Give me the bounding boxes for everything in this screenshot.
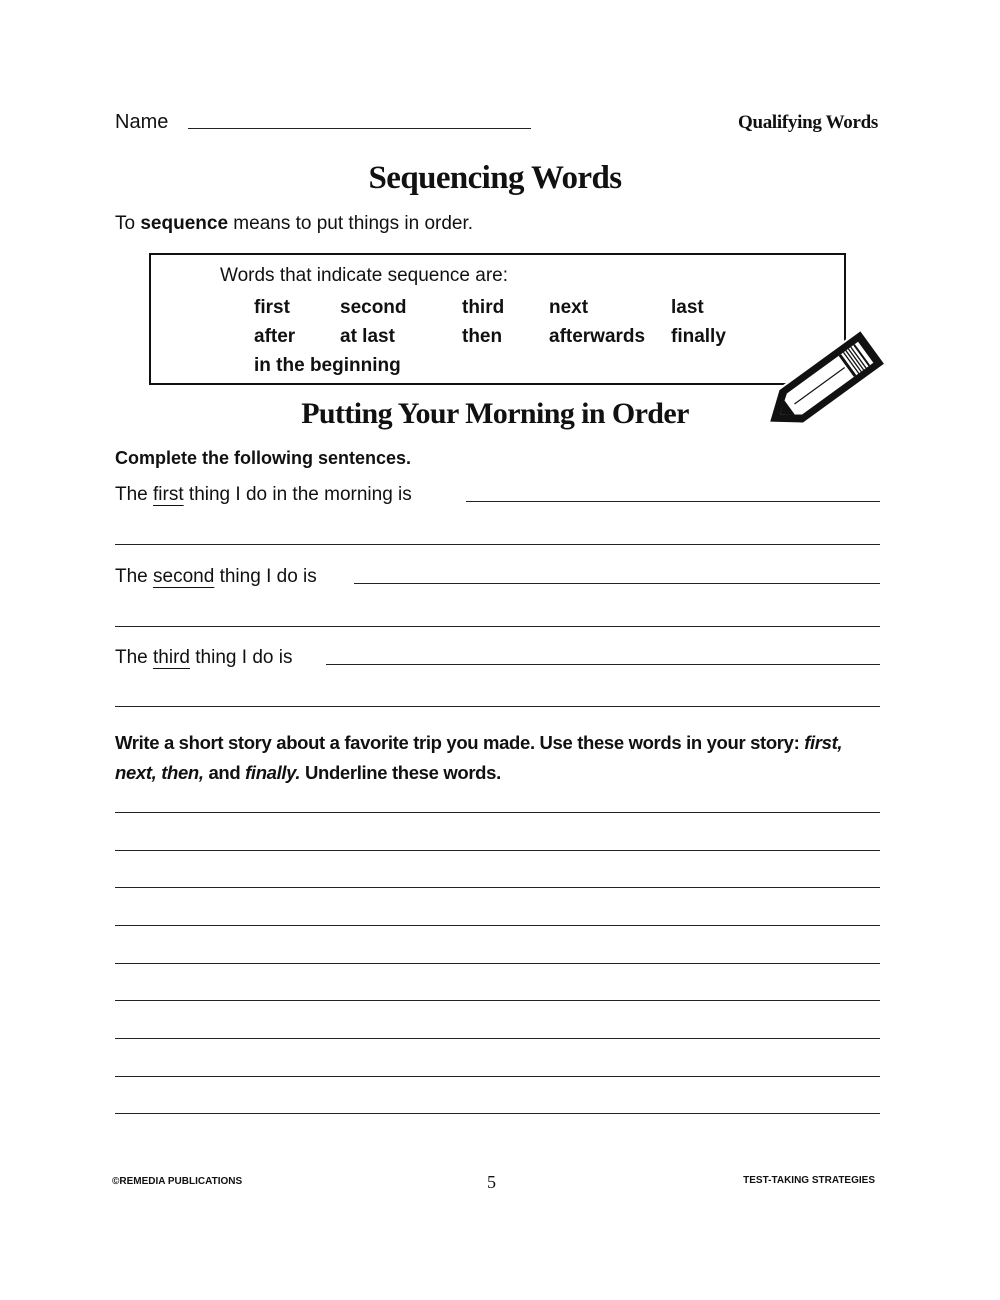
sequence-word-underlined: second [153, 566, 215, 587]
story-line[interactable] [115, 1076, 880, 1077]
sentence-second [115, 566, 317, 588]
sentence-prefix: The [115, 647, 154, 668]
name-field-line[interactable] [188, 128, 531, 129]
word-row [254, 351, 814, 380]
intro-bold-word: sequence [140, 213, 229, 234]
answer-line[interactable] [115, 544, 880, 545]
sequence-word: afterwards [549, 325, 646, 347]
instruction-text: Complete the following sentences. [115, 448, 412, 468]
sequence-word: last [671, 296, 704, 318]
sequence-word: at last [340, 325, 395, 347]
intro-text [115, 213, 473, 235]
word-row [254, 293, 814, 322]
answer-line[interactable] [354, 583, 880, 584]
sentence-suffix: thing I do in the morning is [183, 484, 412, 505]
story-and: and [203, 762, 246, 783]
name-label: Name [115, 111, 169, 133]
story-line[interactable] [115, 887, 880, 888]
story-instruction [115, 728, 885, 788]
intro-prefix: To [115, 213, 141, 234]
intro-suffix: means to put things in order. [228, 213, 474, 234]
word-row [254, 322, 814, 351]
sequence-word: in the beginning [254, 354, 401, 376]
story-word: next, then, [115, 762, 204, 783]
sentence-suffix: thing I do is [214, 566, 317, 587]
story-line[interactable] [115, 812, 880, 813]
footer-series: TEST-TAKING STRATEGIES [743, 1175, 875, 1186]
sequence-word: then [462, 325, 503, 347]
story-text-end: Underline these words. [300, 762, 501, 783]
sequence-word: third [462, 296, 505, 318]
sentence-third [115, 647, 292, 669]
sentence-prefix: The [115, 484, 154, 505]
sequence-word: next [549, 296, 589, 318]
sentence-suffix: thing I do is [190, 647, 293, 668]
story-line[interactable] [115, 1000, 880, 1001]
section-subtitle: Putting Your Morning in Order [301, 397, 689, 430]
sequence-word: finally [671, 325, 726, 347]
word-box-title: Words that indicate sequence are: [220, 265, 508, 286]
word-grid [254, 293, 814, 380]
answer-line[interactable] [115, 706, 880, 707]
section-tag: Qualifying Words [737, 112, 878, 133]
story-text: Write a short story about a favorite trip you made. Use these words in your story: [115, 732, 805, 753]
story-line[interactable] [115, 1038, 880, 1039]
answer-line[interactable] [466, 501, 880, 502]
page-title: Sequencing Words [368, 160, 622, 196]
sequence-word: after [254, 325, 296, 347]
page-number: 5 [487, 1172, 496, 1192]
sequence-word: first [254, 296, 290, 318]
sequence-word-underlined: third [153, 647, 190, 668]
sequence-word: second [340, 296, 407, 318]
answer-line[interactable] [115, 626, 880, 627]
sentence-prefix: The [115, 566, 154, 587]
sequence-word-underlined: first [153, 484, 184, 505]
story-line[interactable] [115, 1113, 880, 1114]
story-line[interactable] [115, 925, 880, 926]
sequence-word-box [149, 253, 846, 385]
story-line[interactable] [115, 963, 880, 964]
story-word: first, [804, 732, 843, 753]
story-word: finally. [245, 762, 301, 783]
answer-line[interactable] [326, 664, 880, 665]
story-line[interactable] [115, 850, 880, 851]
footer-publisher: ©REMEDIA PUBLICATIONS [112, 1176, 243, 1187]
sentence-first [115, 484, 412, 506]
